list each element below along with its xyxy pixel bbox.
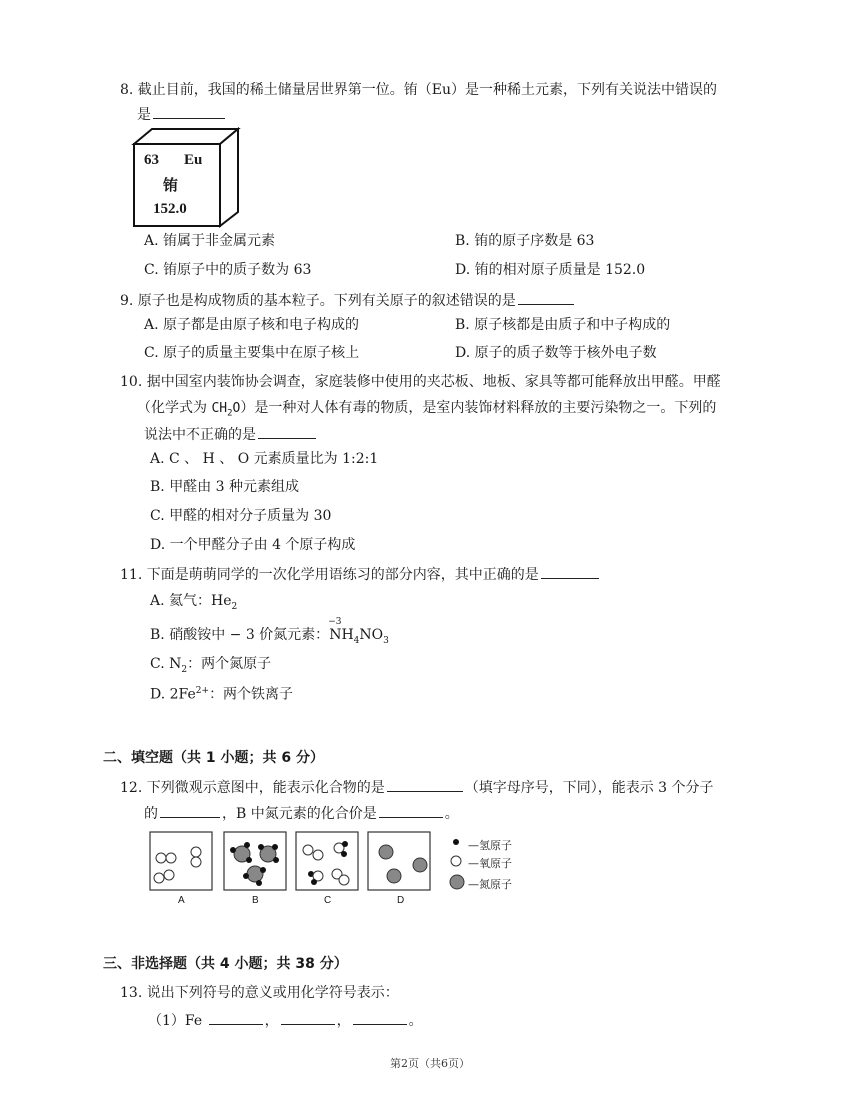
box-label-d: D [397,895,405,906]
q10-option-a[interactable]: A. C 、 H 、 O 元素质量比为 1:2:1 [150,451,379,467]
formaldehyde-formula: $CH_2O$ [211,401,241,419]
q10-option-b[interactable]: B. 甲醛由 3 种元素组成 [150,479,299,495]
q11-stem: 11. 下面是萌萌同学的一次化学用语练习的部分内容，其中正确的是 [120,564,601,585]
box-label-a: A [178,895,185,906]
q8-option-a[interactable]: A. 铕属于非金属元素 [144,233,276,249]
q12-stem-line1: 12. 下列微观示意图中，能表示化合物的是 （填字母序号，下同），能表示 3 个分子 [120,777,714,798]
q10-stem-line2: （化学式为 $CH_2O$）是一种对人体有毒的物质，是室内装饰材料释放的主要污染物之一。下列的 [137,400,717,419]
section-3-heading: 三、非选择题（共 4 小题；共 38 分） [103,956,348,972]
q10-stem-line3: 说法中不正确的是 [144,424,318,445]
q12-stem-line2: 的 ，B 中氮元素的化合价是 。 [144,803,459,824]
q9-option-a[interactable]: A. 原子都是由原子核和电子构成的 [144,317,360,333]
q10-option-c[interactable]: C. 甲醛的相对分子质量为 30 [150,508,332,524]
q11-option-c[interactable]: C. $N_2$：两个氮原子 [150,656,272,675]
tile-element-name: 铕 [163,176,179,194]
q11-option-d[interactable]: D. $2Fe^{2+}$：两个铁离子 [150,686,294,703]
q9-option-b[interactable]: B. 原子核都是由质子和中子构成的 [455,317,671,333]
q9-answer-blank[interactable] [518,290,574,305]
q9-option-d[interactable]: D. 原子的质子数等于核外电子数 [455,345,657,361]
q8-stem-text: 是 [137,107,151,123]
q11-option-a[interactable]: A. 氦气：$He_2$ [150,593,238,612]
legend-hydrogen: —氢原子 [468,839,512,852]
q11-answer-blank[interactable] [541,564,599,579]
q8-stem-line1: 8. 截止目前，我国的稀土储量居世界第一位。铕（Eu）是一种稀土元素，下列有关说法中错误的 [120,82,718,98]
q8-option-b[interactable]: B. 铕的原子序数是 63 [455,233,595,249]
tile-atomic-number: 63 [144,152,159,168]
section-2-heading: 二、填空题（共 1 小题；共 6 分） [103,750,324,766]
legend-oxygen: —氧原子 [468,857,512,870]
q9-stem [120,290,576,311]
q10-stem-line1: 10. 据中国室内装饰协会调查，家庭装修中使用的夹芯板、地板、家具等都可能释放出甲醛。甲醛 [120,374,721,390]
q13-blank-2[interactable] [281,1010,335,1025]
q10-answer-blank[interactable] [258,424,316,439]
q12-blank-molecules[interactable] [160,803,220,818]
q12-blank-compound[interactable] [387,777,463,792]
q9-stem-text: 9. 原子也是构成物质的基本粒子。下列有关原子的叙述错误的是 [120,293,516,309]
hydrogen-atom-icon [453,839,459,845]
tile-atomic-mass: 152.0 [153,201,187,217]
q8-answer-blank[interactable] [153,104,225,119]
q9-option-c[interactable]: C. 原子的质量主要集中在原子核上 [144,345,360,361]
q13-blank-3[interactable] [353,1010,407,1025]
q10-option-d[interactable]: D. 一个甲醛分子由 4 个原子构成 [150,537,356,553]
q11-option-b[interactable]: B. 硝酸铵中 − 3 价氮元素： −3 $NH_4NO_3$ [150,625,389,651]
q8-stem-line2 [137,104,227,125]
page-number-footer: 第2页（共6页） [390,1057,470,1070]
oxygen-atom-icon [451,856,461,866]
q8-option-d[interactable]: D. 铕的相对原子质量是 152.0 [455,262,646,278]
tile-symbol: Eu [184,152,203,168]
q8-option-c[interactable]: C. 铕原子中的质子数为 63 [144,262,312,278]
box-label-b: B [252,895,259,906]
q13-stem: 13. 说出下列符号的意义或用化学符号表示： [120,985,399,1001]
nitrogen-atom-icon [450,875,464,889]
q13-item-1: （1）Fe ， ， 。 [148,1010,423,1031]
legend-nitrogen: —氮原子 [468,878,512,891]
q12-blank-valence[interactable] [379,803,443,818]
box-label-c: C [324,895,332,906]
q13-blank-1[interactable] [209,1010,263,1025]
nh4no3-formula: −3 $NH_4NO_3$ [328,617,389,646]
